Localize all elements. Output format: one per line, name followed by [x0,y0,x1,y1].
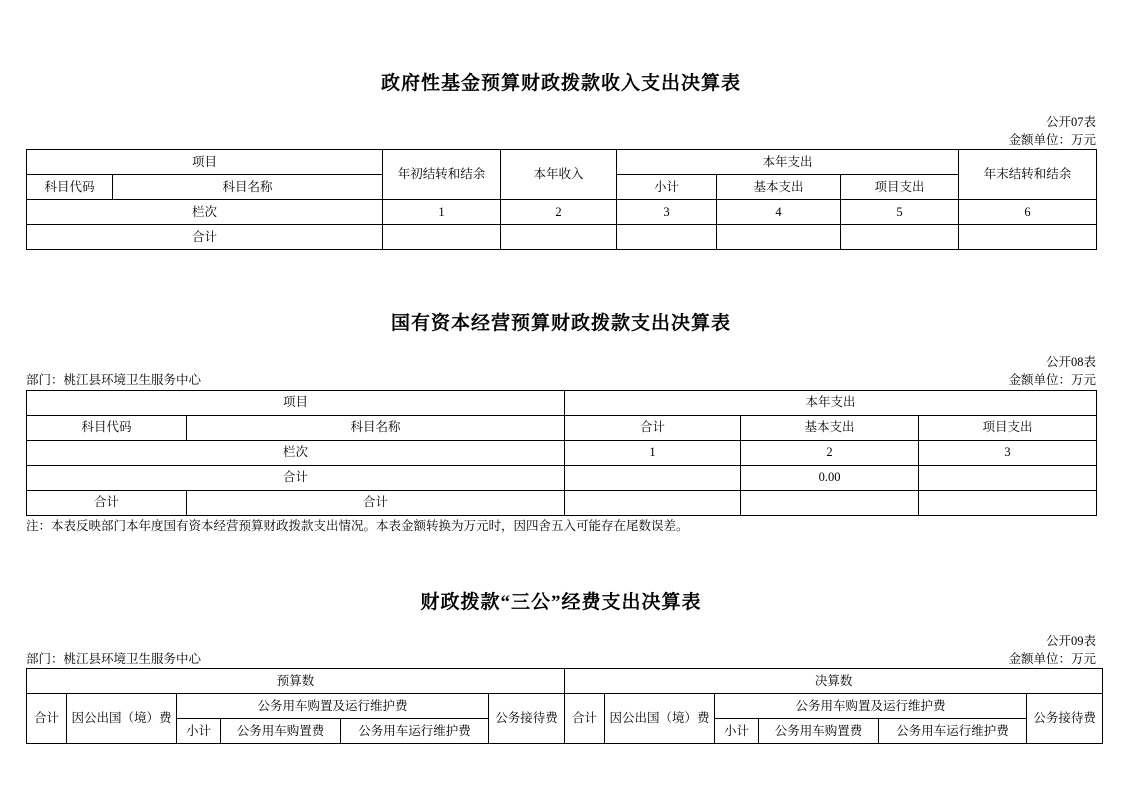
section1-table [26,149,1097,250]
section-three-public-expenses [26,587,1096,744]
section1-column-row-label: 栏次 [27,200,383,225]
section3-budget-vehicle-purchase: 公务用车购置费 [221,719,341,744]
table-row [27,490,1097,515]
section3-budget-abroad: 因公出国（境）费 [67,694,177,744]
section2-bottom-project-expense [919,490,1097,515]
section1-header-item-group: 项目 [27,150,383,175]
section2-unit: 金额单位：万元 [1008,373,1096,388]
section-state-capital-budget [26,308,1096,535]
section2-header-subject-code: 科目代码 [27,415,187,440]
section2-header-subject-name: 科目名称 [187,415,565,440]
table-row [27,200,1097,225]
section3-budget-total: 合计 [27,694,67,744]
section1-bottom-spacer [26,250,1096,308]
section2-form-no-row [26,353,1096,371]
section2-sum-project-expense [919,465,1097,490]
section1-header-year-expense: 本年支出 [617,150,959,175]
section2-header-basic-expense: 基本支出 [741,415,919,440]
section2-note: 注：本表反映部门本年度国有资本经营预算财政拨款支出情况。本表金额转换为万元时，因四舍五入可能存在尾数误差。 [26,518,689,533]
section1-total-value-4 [717,225,841,250]
section1-title-spacer [26,95,1096,113]
section1-header-subject-code: 科目代码 [27,175,113,200]
section2-sum-row-label: 合计 [27,465,565,490]
section1-total-value-2 [501,225,617,250]
table-row [27,465,1097,490]
section3-budget-reception: 公务接待费 [489,694,565,744]
section2-table [26,390,1097,516]
section2-department: 部门：桃江县环境卫生服务中心 [26,373,202,388]
section1-unit: 金额单位：万元 [1008,133,1096,148]
section2-header-total: 合计 [565,415,741,440]
section3-final-vehicle-subtotal: 小计 [715,719,759,744]
section3-budget-vehicle-group: 公务用车购置及运行维护费 [177,694,489,719]
section2-header-year-expense: 本年支出 [565,390,1097,415]
section2-bottom-name: 合计 [187,490,565,515]
section1-col-num-2: 2 [501,200,617,225]
section2-form-no: 公开08表 [1045,355,1096,370]
section2-header-project-expense: 项目支出 [919,415,1097,440]
section1-header-begin-balance: 年初结转和结余 [383,150,501,200]
table-row [27,415,1097,440]
section3-final-vehicle-purchase: 公务用车购置费 [759,719,879,744]
section3-department: 部门：桃江县环境卫生服务中心 [26,652,202,667]
section1-total-value-1 [383,225,501,250]
section3-final-vehicle-operation: 公务用车运行维护费 [879,719,1027,744]
section2-column-row-label: 栏次 [27,440,565,465]
section1-total-value-3 [617,225,717,250]
section2-sum-total [565,465,741,490]
section3-final-reception: 公务接待费 [1027,694,1103,744]
section2-bottom-basic-expense [741,490,919,515]
section3-budget-vehicle-subtotal: 小计 [177,719,221,744]
section3-title: 财政拨款“三公”经费支出决算表 [420,592,702,613]
section3-budget-vehicle-operation: 公务用车运行维护费 [341,719,489,744]
section2-bottom-spacer [26,535,1096,587]
section2-col-num-3: 3 [919,440,1097,465]
section2-col-num-1: 1 [565,440,741,465]
section3-meta-row [26,650,1096,668]
section3-header-final-group: 决算数 [565,669,1103,694]
section2-sum-basic-expense: 0.00 [741,465,919,490]
section1-col-num-6: 6 [959,200,1097,225]
section3-form-no-row [26,632,1096,650]
section1-meta [26,113,1096,149]
section3-title-spacer [26,614,1096,632]
table-row [27,440,1097,465]
section1-header-year-income: 本年收入 [501,150,617,200]
section3-header-budget-group: 预算数 [27,669,565,694]
table-row [27,225,1097,250]
section2-title: 国有资本经营预算财政拨款支出决算表 [390,313,731,335]
section3-final-total: 合计 [565,694,605,744]
section1-total-value-5 [841,225,959,250]
section3-unit: 金额单位：万元 [1008,652,1096,667]
section1-total-label: 合计 [27,225,383,250]
top-spacer [26,0,1096,68]
section1-col-num-3: 3 [617,200,717,225]
section1-header-end-balance: 年末结转和结余 [959,150,1097,200]
table-row [27,390,1097,415]
section3-final-abroad: 因公出国（境）费 [605,694,715,744]
section1-col-num-1: 1 [383,200,501,225]
table-row [27,669,1103,694]
section-government-fund-budget [26,68,1096,250]
section1-header-project-expense: 项目支出 [841,175,959,200]
section1-col-num-5: 5 [841,200,959,225]
section1-form-no: 公开07表 [1045,115,1096,129]
section2-header-item-group: 项目 [27,390,565,415]
section3-table [26,668,1103,744]
section1-title: 政府性基金预算财政拨款收入支出决算表 [380,73,741,94]
section3-final-vehicle-group: 公务用车购置及运行维护费 [715,694,1027,719]
section1-header-basic-expense: 基本支出 [717,175,841,200]
section2-bottom-total [565,490,741,515]
section3-form-no: 公开09表 [1045,634,1096,648]
section2-col-num-2: 2 [741,440,919,465]
section2-bottom-code: 合计 [27,490,187,515]
section1-header-subtotal: 小计 [617,175,717,200]
section1-total-value-6 [959,225,1097,250]
section1-col-num-4: 4 [717,200,841,225]
table-row [27,150,1097,175]
section1-header-subject-name: 科目名称 [113,175,383,200]
section2-meta-row [26,371,1096,389]
section2-title-spacer [26,335,1096,353]
table-row [27,694,1103,719]
